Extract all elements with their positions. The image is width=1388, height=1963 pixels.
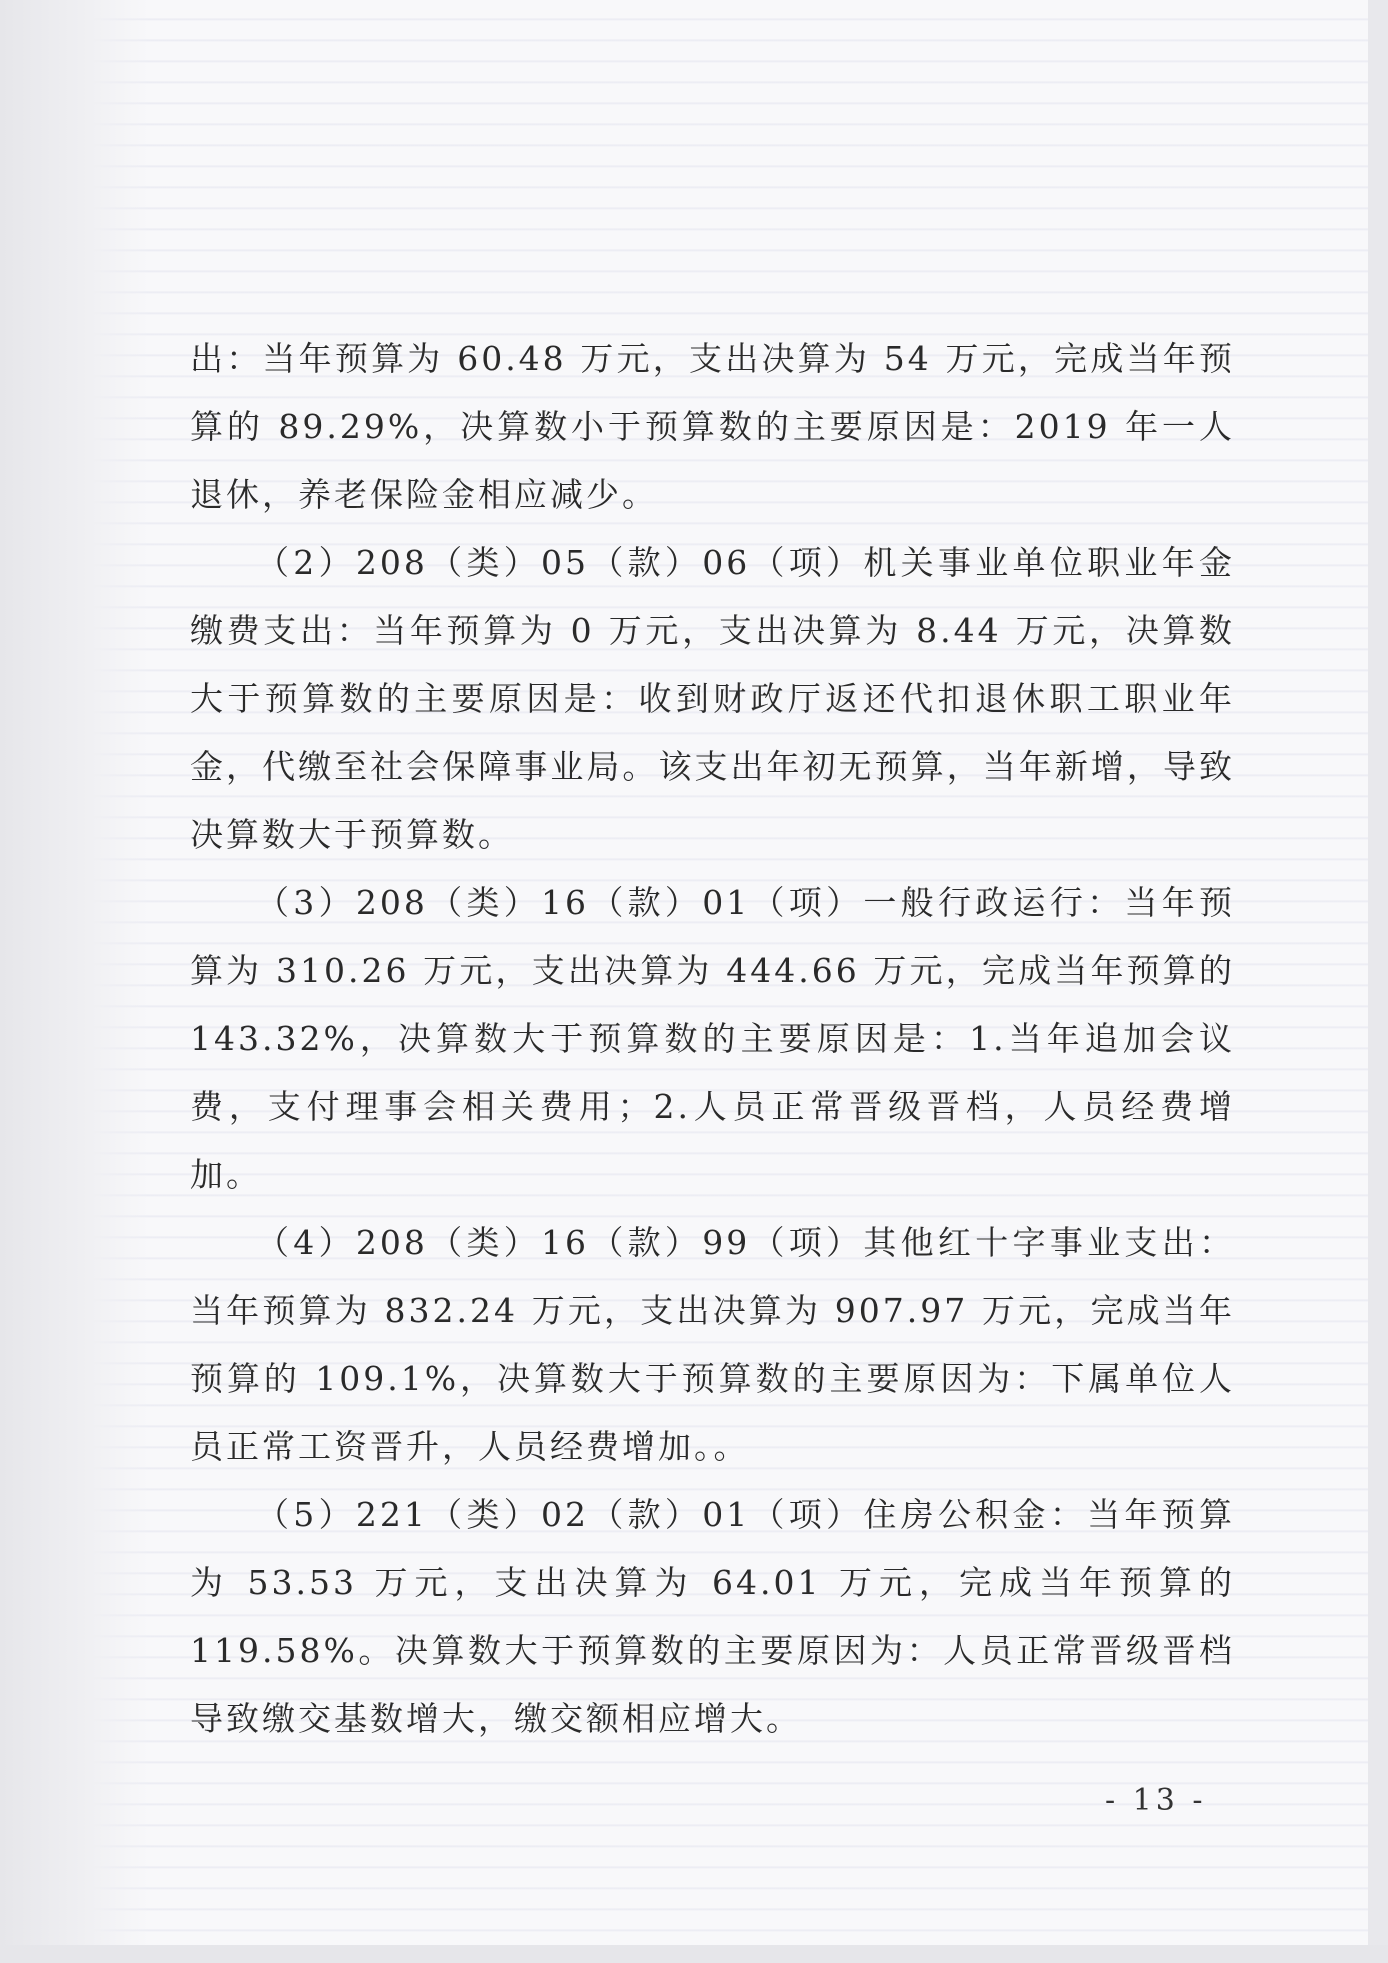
paragraph-item-5: （5）221（类）02（款）01（项）住房公积金：当年预算为 53.53 万元，支出决算为 64.01 万元，完成当年预算的 119.58%。决算数大于预算数的主要原因为：人员正常晋级晋档导致缴交基数增大，缴交额相应增大。 [190,1495,1235,1738]
body-text [190,325,1235,1753]
scan-edge-right [1368,0,1388,1963]
paragraph-continuation: 出：当年预算为 60.48 万元，支出决算为 54 万元，完成当年预算的 89.29%，决算数小于预算数的主要原因是：2019 年一人退休，养老保险金相应减少。 [190,339,1235,514]
paragraph-item-4: （4）208（类）16（款）99（项）其他红十字事业支出：当年预算为 832.24 万元，支出决算为 907.97 万元，完成当年预算的 109.1%，决算数大于预算数的主要原因为：下属单位人员正常工资晋升，人员经费增加。。 [190,1223,1235,1466]
scan-edge-bottom [0,1945,1388,1963]
paragraph-item-2: （2）208（类）05（款）06（项）机关事业单位职业年金缴费支出：当年预算为 0 万元，支出决算为 8.44 万元，决算数大于预算数的主要原因是：收到财政厅返还代扣退休职工职业年金，代缴至社会保障事业局。该支出年初无预算，当年新增，导致决算数大于预算数。 [190,543,1235,854]
scan-edge-left [0,0,150,1963]
page-number: - 13 - [1105,1783,1207,1818]
paragraph-item-3: （3）208（类）16（款）01（项）一般行政运行：当年预算为 310.26 万元，支出决算为 444.66 万元，完成当年预算的 143.32%，决算数大于预算数的主要原因是：1.当年追加会议费，支付理事会相关费用；2.人员正常晋级晋档，人员经费增加。 [190,883,1235,1194]
